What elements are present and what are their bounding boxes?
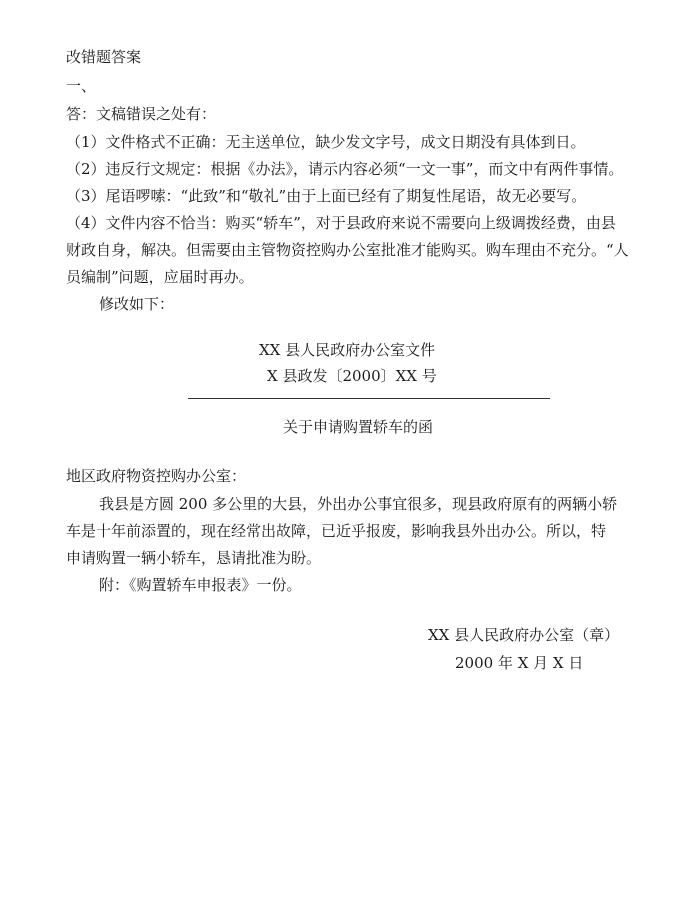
letter-body-line-3: 申请购置一辆小轿车，恳请批准为盼。: [66, 549, 322, 567]
header-divider: [188, 398, 550, 399]
letter-body-line-1: 我县是方圆 200 多公里的大县，外出办公事宜很多，现县政府原有的两辆小轿: [99, 495, 618, 513]
error-item-4-cont2: 员编制”问题，应届时再办。: [66, 268, 254, 286]
error-item-1: （1）文件格式不正确：无主送单位，缺少发文字号，成文日期没有具体到日。: [66, 133, 586, 151]
error-item-4-cont: 财政自身，解决。但需要由主管物资控购办公室批准才能购买。购车理由不充分。“人: [66, 241, 629, 259]
letter-body-line-2: 车是十年前添置的，现在经常出故障，已近乎报废，影响我县外出办公。所以，特: [66, 522, 607, 540]
letter-signature: XX 县人民政府办公室（章）: [428, 626, 620, 644]
answer-heading: 改错题答案: [66, 48, 142, 66]
letter-recipient: 地区政府物资控购办公室：: [66, 467, 247, 485]
letter-doc-number: X 县政发〔2000〕XX 号: [267, 367, 437, 385]
letter-issuer: XX 县人民政府办公室文件: [259, 341, 436, 359]
error-item-4: （4）文件内容不恰当：购买“轿车”，对于县政府来说不需要向上级调拨经费，由县: [66, 214, 616, 232]
revision-label: 修改如下：: [99, 295, 175, 313]
letter-date: 2000 年 X 月 X 日: [455, 654, 584, 672]
answer-intro: 答：文稿错误之处有：: [66, 105, 217, 123]
error-item-2: （2）违反行文规定：根据《办法》，请示内容必须“一文一事”，而文中有两件事情。: [66, 160, 624, 178]
section-number: 一、: [66, 77, 97, 95]
letter-title: 关于申请购置轿车的函: [283, 418, 434, 436]
error-item-3: （3）尾语啰嗦：“此致”和“敬礼”由于上面已经有了期复性尾语，故无必要写。: [66, 187, 587, 205]
letter-attachment: 附：《购置轿车申报表》一份。: [99, 576, 302, 594]
